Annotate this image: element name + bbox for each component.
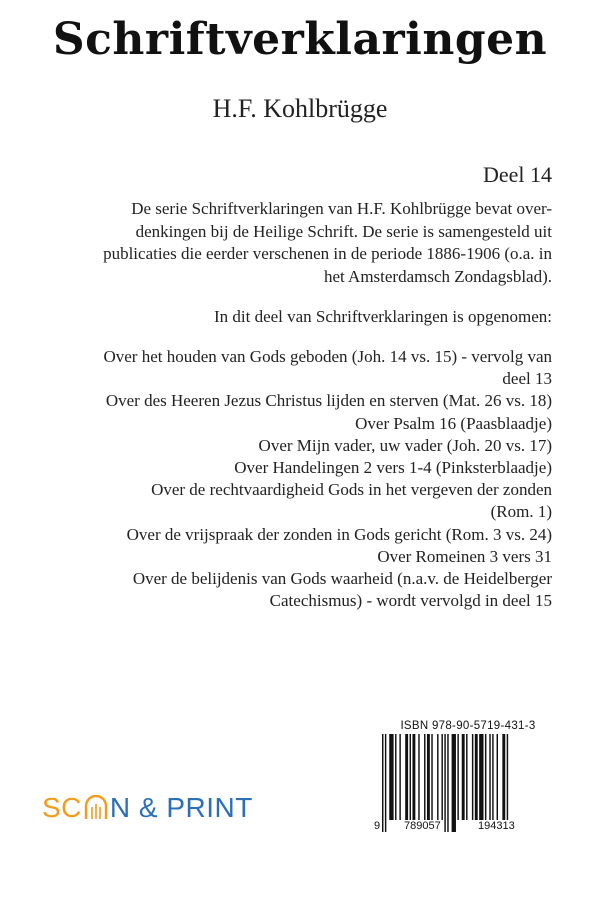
barcode-bars <box>372 734 558 832</box>
publisher-logo <box>42 792 253 824</box>
barcode-bar <box>441 734 442 820</box>
barcode-bar <box>452 734 456 832</box>
contents-item: Over de vrijspraak der zonden in Gods gericht (Rom. 3 vs. 24) <box>126 524 552 544</box>
contents-item: Over Romeinen 3 vers 31 <box>377 546 552 566</box>
intro-line: het Amsterdamsch Zondagsblad). <box>323 266 552 286</box>
barcode-bar <box>399 734 400 820</box>
barcode-bar <box>389 734 393 820</box>
barcode-bar <box>489 734 490 820</box>
barcode-bar <box>444 734 445 832</box>
barcode-bar <box>472 734 473 820</box>
intro-line: publicaties die eerder verschenen in de periode 1886-1906 (o.a. in <box>103 244 552 263</box>
logo-text-scan: SC <box>42 792 82 823</box>
barcode-bar <box>457 734 458 820</box>
barcode-bar <box>395 734 396 820</box>
barcode-digits <box>372 820 558 834</box>
barcode-bar <box>492 734 493 820</box>
intro-line: De serie Schriftverklaringen van H.F. Kohlbrügge bevat over- <box>131 199 552 218</box>
barcode-bar <box>431 734 432 820</box>
barcode-digit-group-left: 789057 <box>404 820 441 832</box>
arch-icon <box>83 794 109 818</box>
barcode-bar <box>502 734 505 820</box>
barcode-bar <box>385 734 386 832</box>
contents-item: Over de rechtvaardigheid Gods in het vergeven der zonden <box>151 480 552 500</box>
isbn-label: ISBN 978-90-5719-431-3 <box>400 720 536 732</box>
contents-item: Over het houden van Gods geboden (Joh. 14 vs. 15) - vervolg van <box>103 347 552 366</box>
barcode-bar <box>447 734 448 832</box>
barcode-bar <box>462 734 465 820</box>
logo-text-print: N & PRINT <box>109 792 253 823</box>
barcode-bar <box>427 734 430 820</box>
contents-intro: In dit deel van Schriftverklaringen is opgenomen: <box>213 307 552 326</box>
volume-number: Deel 14 <box>482 162 552 187</box>
contents-item: Over de belijdenis van Gods waarheid (n.a.v. de Heidelberger <box>132 569 552 589</box>
barcode-bar <box>410 734 411 820</box>
barcode-bar <box>418 734 419 820</box>
barcode-bar <box>497 734 498 820</box>
barcode-digit-group-right: 194313 <box>478 820 515 832</box>
barcode-bar <box>424 734 425 820</box>
barcode-digit-lead: 9 <box>374 820 381 832</box>
barcode-bar <box>382 734 383 832</box>
contents-item: deel 13 <box>502 369 552 389</box>
barcode-bar <box>437 734 438 820</box>
contents-item: Over des Heeren Jezus Christus lijden en sterven (Mat. 26 vs. 18) <box>105 391 552 411</box>
intro-line: denkingen bij de Heilige Schrift. De serie is samengesteld uit <box>135 221 552 241</box>
barcode-bar <box>466 734 467 820</box>
contents-item: (Rom. 1) <box>490 502 552 522</box>
contents-item: Catechismus) - wordt vervolgd in deel 15 <box>269 591 552 611</box>
barcode-bar <box>412 734 415 820</box>
barcode-bar <box>479 734 483 820</box>
barcode-bar <box>475 734 478 820</box>
barcode <box>372 720 558 835</box>
contents-item: Over Handelingen 2 vers 1-4 (Pinksterblaadje) <box>234 458 552 478</box>
author-name: H.F. Kohlbrügge <box>212 94 388 123</box>
contents-item: Over Psalm 16 (Paasblaadje) <box>355 413 552 433</box>
contents-item: Over Mijn vader, uw vader (Joh. 20 vs. 17) <box>258 435 552 455</box>
barcode-bar <box>507 734 508 832</box>
book-title: Schriftverklaringen <box>52 14 548 65</box>
barcode-bar <box>485 734 486 820</box>
contents-list <box>52 346 552 612</box>
series-description <box>72 198 552 288</box>
barcode-bar <box>405 734 408 820</box>
